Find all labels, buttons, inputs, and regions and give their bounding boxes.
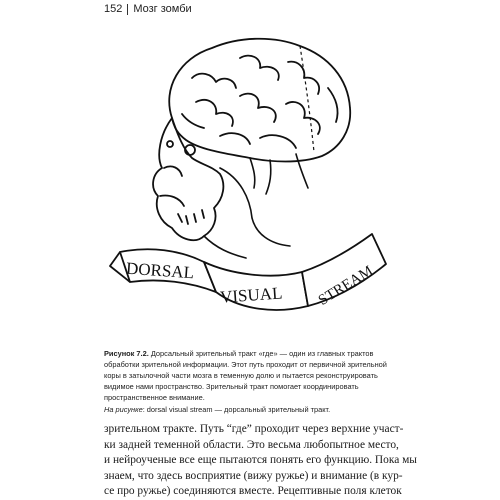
body-line: и нейроученые все еще пытаются понять его функцию. Пока мы [104,454,417,466]
header-separator [127,4,128,15]
body-line: зрительном тракте. Путь “где” проходит через верхние участ- [104,423,404,435]
caption-text: Дорсальный зрительный тракт «где» — один из главных трактов обработки зрительной информации. Этот путь проходит от первичной зрительной коры в затылочной части мозга в теменную долю и пытается реконструировать видимое нами пространство. Зрительный тракт помогает координировать пространственное внимание. [104,349,387,402]
caption-note-text: : dorsal visual stream — дорсальный зрительный тракт. [142,405,331,414]
body-line: ки задней теменной области. Это весьма любопытное место, [104,438,399,451]
brain-dashed-line [300,46,314,152]
page-number: 152 [104,3,123,15]
illustration-svg [100,18,400,340]
brain-outline [169,39,350,162]
zombie-brain-illustration [100,18,400,340]
body-text [104,422,417,500]
running-head [104,2,192,16]
caption-label: Рисунок 7.2. [104,349,149,358]
caption-note-label: На рисунке [104,405,143,414]
body-line: знаем, что здесь восприятие (вижу ружье) и внимание (в кур- [104,469,403,482]
book-title: Мозг зомби [133,3,192,15]
figure-caption [104,348,396,415]
ribbon-word-dorsal: DORSAL [125,258,195,283]
ribbon-word-stream: STREAM [315,263,376,309]
body-line: се про ружье) соединяются вместе. Рецептивные поля клеток [104,485,402,497]
ribbon-word-visual: VISUAL [219,283,283,307]
